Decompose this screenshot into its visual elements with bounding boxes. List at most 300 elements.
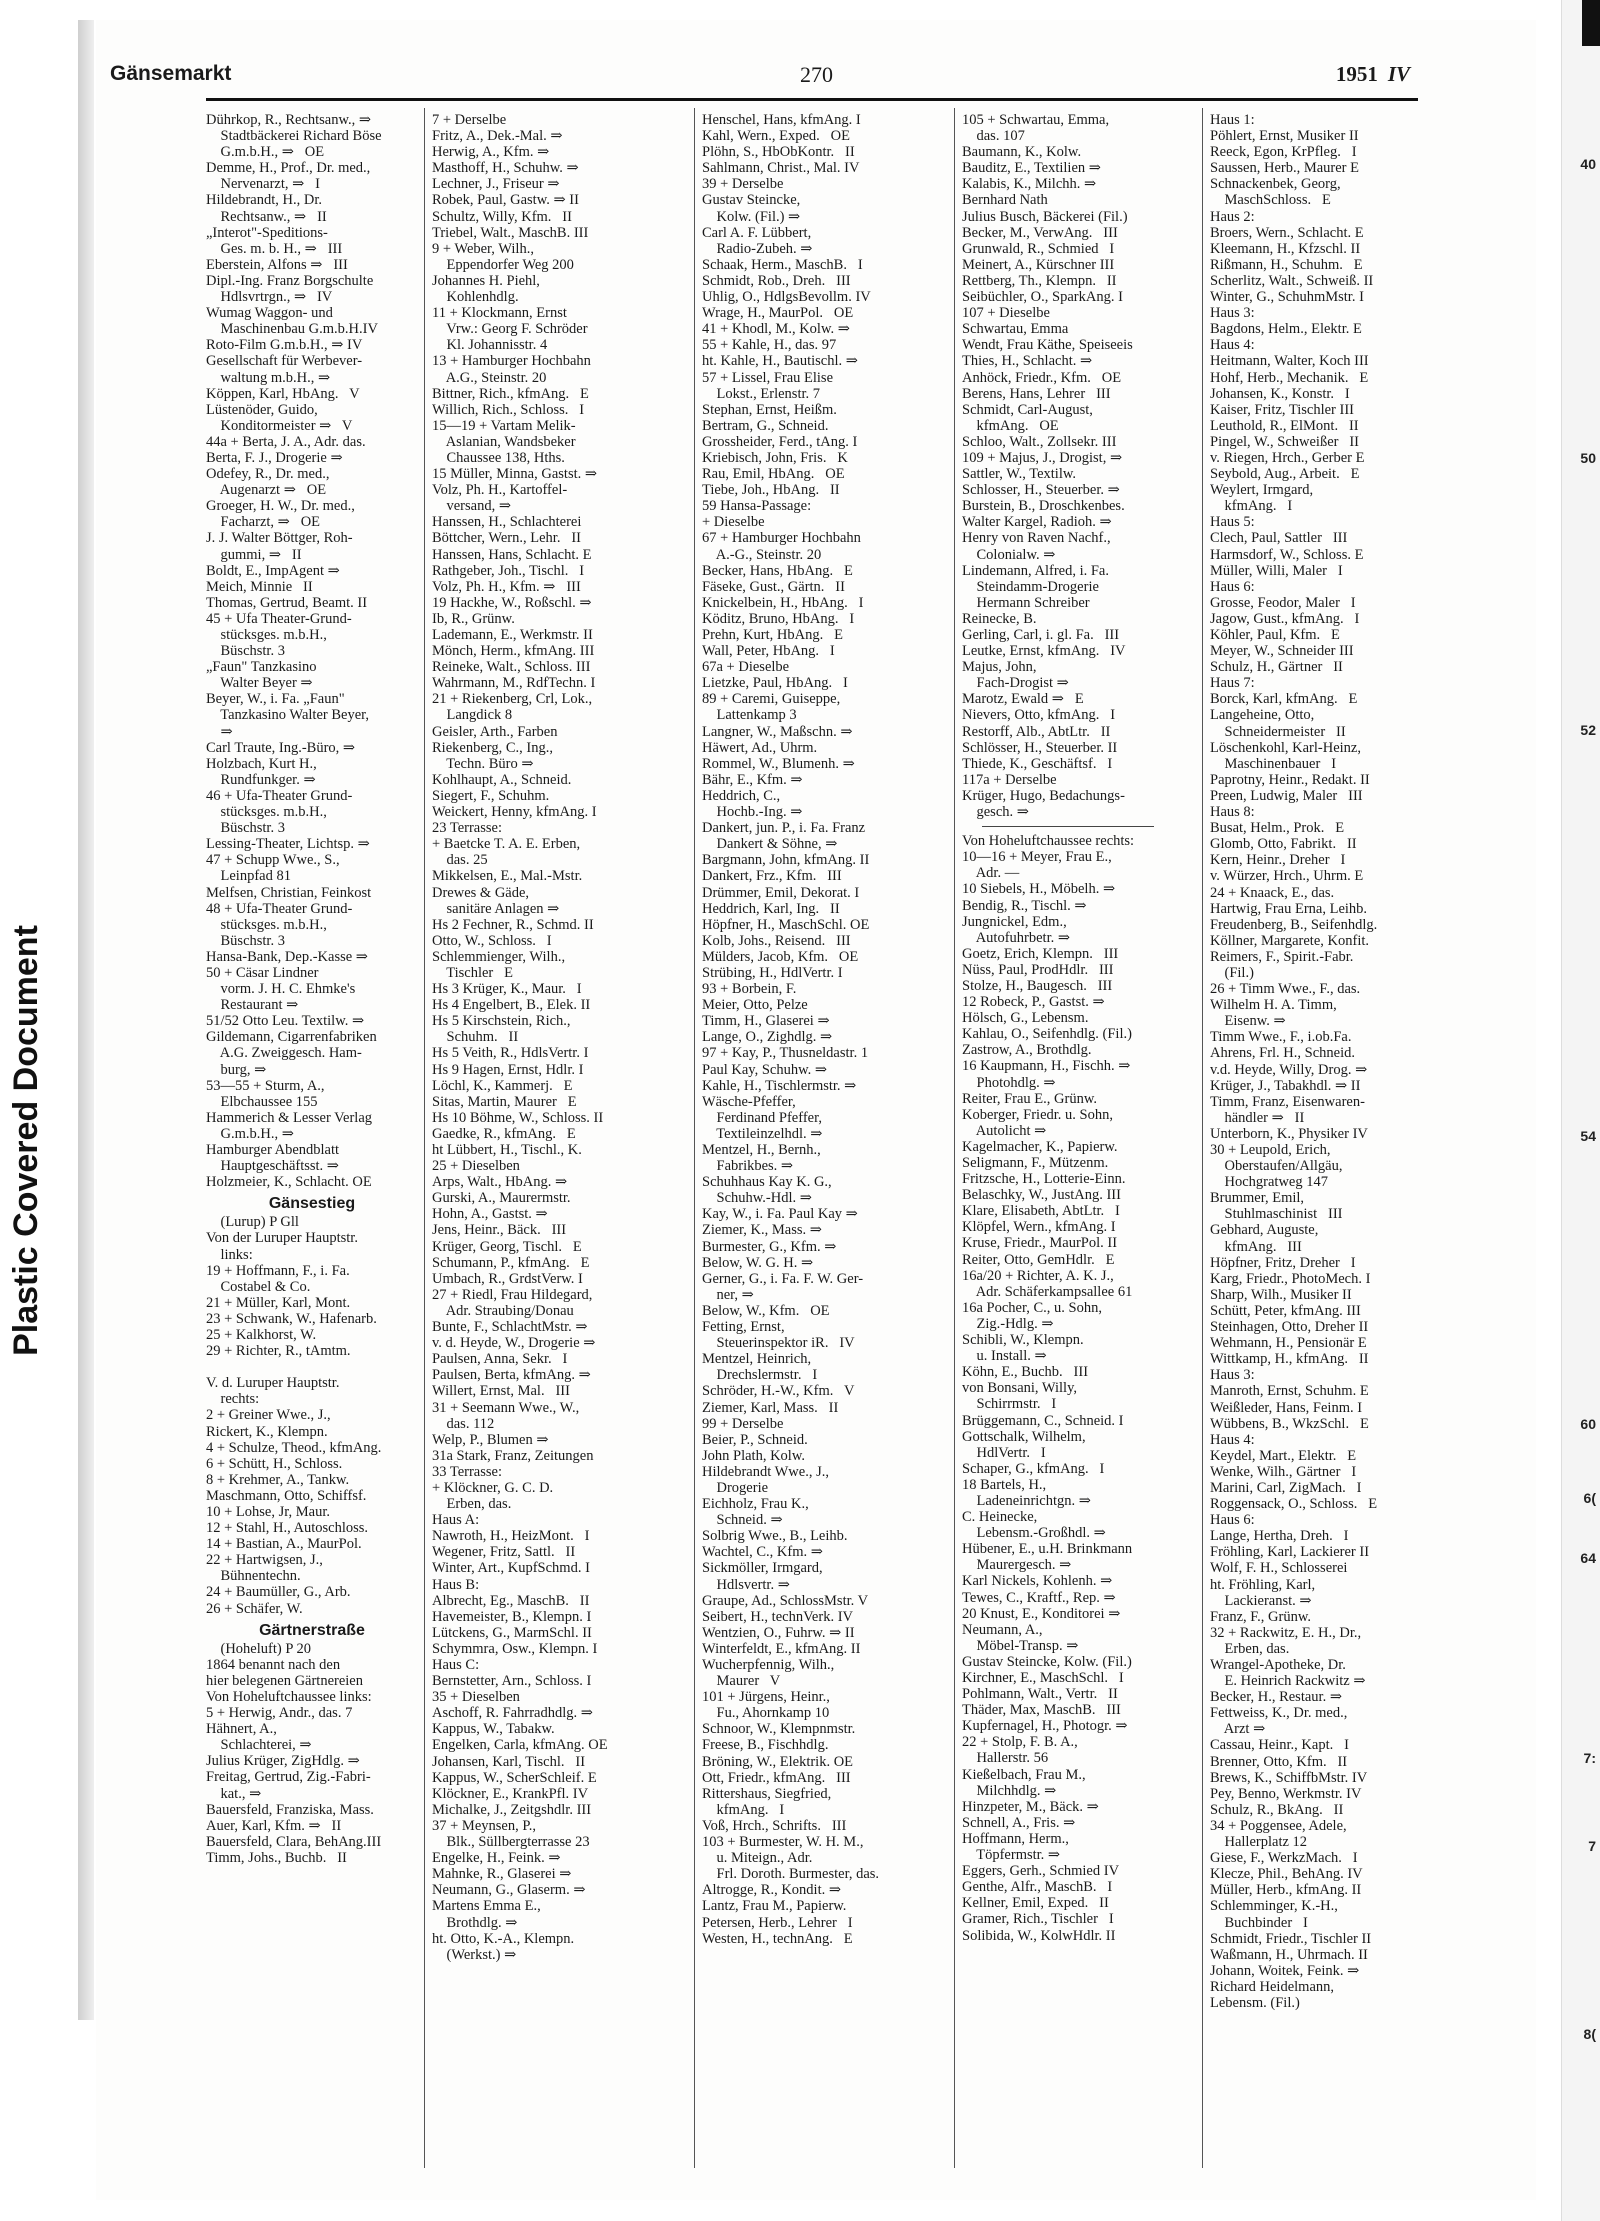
directory-entry-line: 12 + Stahl, H., Autoschloss.: [206, 1520, 369, 1537]
section-separator: [982, 826, 1154, 827]
directory-entry-line: Wall, Peter, HbAng. I: [702, 643, 835, 660]
directory-entry-line: Graupe, Ad., SchlossMstr. V: [702, 1592, 869, 1609]
directory-entry-line: Scherlitz, Walt., Schweiß. II: [1210, 272, 1374, 289]
directory-entry-line: Hs 10 Böhme, W., Schloss. II: [432, 1109, 604, 1126]
directory-entry-line: Schulz, H., Gärtner II: [1210, 659, 1343, 676]
directory-entry-line: 105 + Schwartau, Emma,: [962, 112, 1110, 128]
directory-entry-line: Becker, Hans, HbAng. E: [702, 562, 853, 579]
directory-entry-line: Pohlmann, Walt., Vertr. II: [962, 1686, 1118, 1703]
directory-entry-line: Rißmann, H., Schuhm. E: [1210, 256, 1363, 273]
directory-entry-line: Kay, W., i. Fa. Paul Kay ⇒: [702, 1206, 858, 1223]
directory-entry-line: 16 Kaupmann, H., Fischh. ⇒: [962, 1058, 1131, 1075]
directory-entry-line: Harmsdorf, W., Schloss. E: [1210, 546, 1364, 563]
directory-entry-line: Sharp, Wilh., Musiker II: [1210, 1286, 1352, 1303]
directory-entry-line: Gottschalk, Wilhelm,: [962, 1428, 1086, 1445]
directory-entry-line: Lessing-Theater, Lichtsp. ⇒: [206, 836, 370, 853]
directory-entry-line: Haus 6:: [1210, 578, 1255, 595]
directory-entry-line: Hohf, Herb., Mechanik. E: [1210, 369, 1369, 386]
directory-entry-line: Langeheine, Otto,: [1210, 707, 1315, 724]
directory-entry-line: das. 112: [432, 1415, 495, 1432]
directory-entry-line: Westen, H., technAng. E: [702, 1930, 853, 1947]
directory-entry-line: Koberger, Friedr. u. Sohn,: [962, 1106, 1113, 1123]
directory-entry-line: Weylert, Irmgard,: [1210, 482, 1314, 499]
directory-entry-line: gesch. ⇒: [962, 804, 1029, 821]
directory-entry-line: Bendig, R., Tischl. ⇒: [962, 897, 1087, 914]
directory-entry-line: 117a + Derselbe: [962, 771, 1057, 788]
edge-number: 50: [1580, 450, 1596, 466]
directory-entry-line: Radio-Zubeh. ⇒: [702, 240, 813, 257]
directory-entry-line: Otto, W., Schloss. I: [432, 932, 552, 949]
directory-entry-line: Ahrens, Frl. H., Schneid.: [1210, 1045, 1355, 1062]
directory-entry-line: V. d. Luruper Hauptstr.: [206, 1375, 340, 1392]
directory-entry-line: Köppen, Karl, HbAng. V: [206, 385, 360, 402]
directory-entry-line: Bernhard Nath: [962, 192, 1048, 209]
directory-entry-line: Carl A. F. Lübbert,: [702, 224, 812, 241]
right-edge-strip: [1561, 0, 1600, 2221]
directory-entry-line: Von Hoheluftchaussee rechts:: [962, 833, 1135, 850]
edge-number: 8(: [1583, 2026, 1596, 2042]
directory-entry-line: Winter, G., SchuhmMstr. I: [1210, 289, 1364, 306]
directory-entry-line: Waßmann, H., Uhrmach. II: [1210, 1946, 1368, 1963]
directory-entry-line: Beier, P., Schneid.: [702, 1431, 808, 1448]
directory-entry-line: Langdick 8: [432, 707, 513, 724]
directory-entry-line: Busat, Helm., Prok. E: [1210, 820, 1345, 837]
directory-entry-line: Holzmeier, K., Schlacht. OE: [206, 1174, 372, 1191]
year: 1951: [1335, 62, 1378, 86]
directory-entry-line: 22 + Hartwigsen, J.,: [206, 1552, 323, 1569]
directory-entry-line: das. 107: [962, 128, 1025, 145]
directory-entry-line: gummi, ⇒ II: [206, 546, 302, 563]
directory-entry-line: Lokst., Erlenstr. 7: [702, 385, 821, 402]
directory-entry-line: Drewes & Gäde,: [432, 884, 530, 901]
directory-entry-line: Von Hoheluftchaussee links:: [206, 1689, 372, 1705]
directory-entry-line: Grunwald, R., Schmied I: [962, 240, 1115, 257]
directory-entry-line: 24 + Baumüller, G., Arb.: [206, 1584, 351, 1601]
directory-entry-line: Vrw.: Georg F. Schröder: [432, 321, 588, 338]
directory-entry-line: Drogerie: [702, 1479, 769, 1496]
directory-entry-line: Bernstetter, Arn., Schloss. I: [432, 1673, 592, 1690]
directory-entry-line: Nievers, Otto, kfmAng. I: [962, 707, 1116, 724]
directory-entry-line: Brummer, Emil,: [1210, 1190, 1305, 1207]
directory-entry-line: Timm, H., Glaserei ⇒: [702, 1013, 830, 1030]
directory-entry-line: Costabel & Co.: [206, 1278, 311, 1295]
directory-entry-line: Wäsche-Pfeffer,: [702, 1093, 796, 1110]
directory-entry-line: u. Miteign., Adr.: [702, 1850, 813, 1867]
directory-entry-line: Stuhlmaschinist III: [1210, 1206, 1343, 1223]
directory-entry-line: Fäseke, Gust., Gärtn. II: [702, 578, 845, 595]
directory-entry-line: Schumann, P., kfmAng. E: [432, 1254, 590, 1271]
directory-entry-line: Hs 5 Veith, R., HdlsVertr. I: [432, 1045, 589, 1062]
directory-entry-line: 10—16 + Meyer, Frau E.,: [962, 849, 1112, 866]
directory-entry-line: Lackieranst. ⇒: [1210, 1592, 1312, 1609]
column-divider: [954, 108, 955, 2168]
directory-entry-line: MaschSchloss. E: [1210, 192, 1331, 209]
directory-entry-line: Preen, Ludwig, Maler III: [1210, 787, 1363, 804]
directory-entry-line: Von der Luruper Hauptstr.: [206, 1230, 358, 1247]
directory-entry-line: Schloo, Walt., Zollsekr. III: [962, 433, 1117, 450]
directory-entry-line: Hochb.-Ing. ⇒: [702, 804, 803, 821]
directory-entry-line: Adr. Schäferkampsallee 61: [962, 1283, 1133, 1300]
directory-entry-line: 16a Pocher, C., u. Sohn,: [962, 1299, 1102, 1316]
directory-entry-line: 47 + Schupp Wwe., S.,: [206, 852, 340, 869]
directory-entry-line: A.G., Steinstr. 20: [432, 369, 547, 386]
directory-entry-line: Martens Emma E.,: [432, 1898, 541, 1915]
directory-entry-line: Albrecht, Eg., MaschB. II: [432, 1592, 590, 1609]
directory-entry-line: Julius Busch, Bäckerei (Fil.): [962, 208, 1128, 225]
directory-entry-line: Mahnke, R., Glaserei ⇒: [432, 1866, 572, 1883]
directory-entry-line: Büschstr. 3: [206, 932, 285, 949]
directory-entry-line: Burmester, G., Kfm. ⇒: [702, 1238, 837, 1255]
directory-entry-line: Dankert & Söhne, ⇒: [702, 836, 838, 853]
directory-entry-line: Engelke, H., Feink. ⇒: [432, 1850, 561, 1867]
directory-entry-line: Wittkamp, H., kfmAng. II: [1210, 1351, 1369, 1368]
directory-entry-line: Hähnert, A.,: [206, 1721, 277, 1738]
directory-entry-line: Engelken, Carla, kfmAng. OE: [432, 1737, 608, 1754]
directory-entry-line: Schulz, R., BkAng. II: [1210, 1801, 1344, 1818]
directory-entry-line: Haus 3:: [1210, 1367, 1255, 1384]
directory-entry-line: Kappus, W., Tabakw.: [432, 1721, 555, 1738]
directory-entry-line: Schaak, Herm., MaschB. I: [702, 256, 863, 273]
directory-entry-line: Buchbinder I: [1210, 1914, 1308, 1931]
directory-entry-line: Drümmer, Emil, Dekorat. I: [702, 884, 860, 901]
directory-entry-line: Umbach, R., GrdstVerw. I: [432, 1270, 583, 1287]
directory-entry-line: Wucherpfennig, Wilh.,: [702, 1657, 835, 1673]
directory-entry-line: Robek, Paul, Gastw. ⇒ II: [432, 192, 579, 209]
directory-entry-line: Leuthold, R., ElMont. II: [1210, 417, 1359, 434]
directory-entry-line: 1864 benannt nach den: [206, 1656, 341, 1673]
directory-entry-line: 10 Siebels, H., Möbelh. ⇒: [962, 881, 1116, 898]
directory-column-5: [1210, 112, 1422, 2011]
directory-entry-line: 31 + Seemann Wwe., W.,: [432, 1399, 580, 1416]
directory-entry-line: Lantz, Frau M., Papierw.: [702, 1898, 847, 1915]
directory-entry-line: Augenarzt ⇒ OE: [206, 482, 327, 499]
year-volume: [1336, 62, 1410, 87]
directory-entry-line: Pey, Benno, Werkmstr. IV: [1210, 1785, 1362, 1802]
directory-entry-line: Neumann, G., Glaserm. ⇒: [432, 1882, 586, 1899]
directory-entry-line: Kolw. (Fil.) ⇒: [702, 208, 801, 225]
directory-entry-line: Kahlau, O., Seifenhdlg. (Fil.): [962, 1026, 1132, 1043]
directory-entry-line: kfmAng. I: [702, 1801, 785, 1818]
directory-entry-line: Ferdinand Pfeffer,: [702, 1109, 822, 1126]
directory-entry-line: A.-G., Steinstr. 20: [702, 546, 822, 563]
directory-entry-line: Köhn, E., Buchb. III: [962, 1364, 1089, 1381]
directory-entry-line: ht. Otto, K.-A., Klempn.: [432, 1930, 575, 1947]
edge-number: 60: [1580, 1416, 1596, 1432]
directory-entry-line: Haus B:: [432, 1576, 480, 1593]
directory-entry-line: Riekenberg, C., Ing.,: [432, 739, 553, 756]
directory-entry-line: Ott, Friedr., kfmAng. III: [702, 1769, 851, 1786]
directory-entry-line: (Lurup) P Gll: [206, 1214, 299, 1231]
directory-entry-line: Wentzien, O., Fuhrw. ⇒ II: [702, 1624, 855, 1641]
directory-entry-line: Schnoor, W., Klempnmstr.: [702, 1721, 856, 1738]
directory-entry-line: + Klöckner, G. C. D.: [432, 1479, 554, 1496]
directory-entry-line: Kaiser, Fritz, Tischler III: [1210, 401, 1354, 418]
directory-entry-line: Melfsen, Christian, Feinkost: [206, 884, 372, 901]
directory-entry-line: Bittner, Rich., kfmAng. E: [432, 385, 589, 402]
directory-entry-line: Erben, das.: [432, 1496, 512, 1513]
directory-entry-line: Stadtbäckerei Richard Böse: [206, 128, 382, 145]
directory-entry-line: Hochgratweg 147: [1210, 1174, 1328, 1191]
directory-entry-line: Berta, F. J., Drogerie ⇒: [206, 449, 343, 466]
directory-entry-line: Steuerinspektor iR. IV: [702, 1335, 855, 1352]
directory-entry-line: 46 + Ufa-Theater Grund-: [206, 787, 353, 804]
directory-entry-line: Kellner, Emil, Exped. II: [962, 1895, 1109, 1912]
directory-entry-line: Schnell, A., Fris. ⇒: [962, 1814, 1076, 1831]
directory-entry-line: 31a Stark, Franz, Zeitungen: [432, 1447, 594, 1464]
directory-entry-line: 7 + Derselbe: [432, 112, 507, 128]
directory-entry-line: John Plath, Kolw.: [702, 1447, 805, 1464]
directory-entry-line: Schmidt, Rob., Dreh. III: [702, 272, 851, 289]
directory-entry-line: 109 + Majus, J., Drogist, ⇒: [962, 449, 1123, 466]
directory-entry-line: 16a/20 + Richter, A. K. J.,: [962, 1267, 1114, 1284]
directory-entry-line: 44a + Berta, J. A., Adr. das.: [206, 433, 366, 450]
directory-entry-line: Brothdlg. ⇒: [432, 1914, 518, 1931]
directory-entry-line: 57 + Lissel, Frau Elise: [702, 369, 834, 386]
directory-entry-line: Meier, Otto, Pelze: [702, 997, 808, 1014]
directory-entry-line: händler ⇒ II: [1210, 1109, 1305, 1126]
directory-entry-line: 8 + Krehmer, A., Tankw.: [206, 1471, 350, 1488]
directory-entry-line: Beyer, W., i. Fa. „Faun": [206, 691, 345, 708]
directory-entry-line: Solibida, W., KolwHdlr. II: [962, 1927, 1116, 1944]
edge-number: 40: [1580, 156, 1596, 172]
directory-entry-line: Fabrikbes. ⇒: [702, 1158, 794, 1175]
directory-entry-line: Hs 4 Engelbert, B., Elek. II: [432, 997, 591, 1014]
directory-entry-line: Wegener, Fritz, Sattl. II: [432, 1544, 576, 1561]
directory-column-1: [206, 112, 418, 1866]
directory-entry-line: Nawroth, H., HeizMont. I: [432, 1528, 590, 1545]
directory-entry-line: Jungnickel, Edm.,: [962, 913, 1067, 930]
directory-entry-line: Winter, Art., KupfSchmd. I: [432, 1560, 590, 1577]
directory-entry-line: Bröning, W., Elektrik. OE: [702, 1753, 854, 1770]
directory-entry-line: Hauptgeschäftsst. ⇒: [206, 1158, 339, 1175]
directory-entry-line: Reiter, Frau E., Grünw.: [962, 1090, 1097, 1107]
directory-entry-line: Ziemer, Karl, Mass. II: [702, 1399, 839, 1416]
directory-entry-line: Kappus, W., ScherSchleif. E: [432, 1769, 597, 1786]
directory-entry-line: Thies, H., Schlacht. ⇒: [962, 353, 1093, 370]
directory-entry-line: v. d. Heyde, W., Drogerie ⇒: [432, 1335, 596, 1352]
directory-entry-line: Maurergesch. ⇒: [962, 1557, 1072, 1574]
directory-entry-line: (Fil.): [1210, 964, 1254, 981]
directory-entry-line: Baumann, K., Kolw.: [962, 144, 1082, 161]
directory-entry-line: Jagow, Gust., kfmAng. I: [1210, 610, 1360, 627]
directory-entry-line: Hansa-Bank, Dep.-Kasse ⇒: [206, 948, 368, 965]
directory-entry-line: Gurski, A., Maurermstr.: [432, 1190, 571, 1207]
directory-entry-line: Gerner, G., i. Fa. F. W. Ger-: [702, 1270, 864, 1287]
directory-entry-line: Hartwig, Frau Erna, Leihb.: [1210, 900, 1368, 917]
directory-entry-line: Below, W. G. H. ⇒: [702, 1254, 814, 1271]
directory-entry-line: Höpfner, Fritz, Dreher I: [1210, 1254, 1356, 1271]
directory-entry-line: 30 + Leupold, Erich,: [1210, 1142, 1331, 1158]
directory-entry-line: Neumann, A.,: [962, 1621, 1043, 1638]
directory-entry-line: Seibüchler, O., SparkAng. I: [962, 289, 1123, 306]
directory-entry-line: Klecze, Phil., BehAng. IV: [1210, 1866, 1363, 1883]
directory-entry-line: Rittershaus, Siegfried,: [702, 1785, 832, 1802]
directory-entry-line: Altrogge, R., Kondit. ⇒: [702, 1882, 842, 1899]
directory-entry-line: stücksges. m.b.H.,: [206, 916, 327, 933]
directory-entry-line: Groeger, H. W., Dr. med.,: [206, 498, 355, 515]
directory-entry-line: Timm, Johs., Buchb. II: [206, 1849, 347, 1866]
directory-entry-line: 6 + Schütt, H., Schloss.: [206, 1455, 343, 1472]
directory-entry-line: Kagelmacher, K., Papierw.: [962, 1138, 1118, 1155]
directory-entry-line: Schwartau, Emma: [962, 321, 1069, 338]
directory-entry-line: Kern, Heinr., Dreher I: [1210, 852, 1346, 869]
directory-entry-line: Köhler, Paul, Kfm. E: [1210, 627, 1340, 643]
directory-entry-line: Hoffmann, Herm.,: [962, 1830, 1069, 1847]
directory-entry-line: Reimers, F., Spirit.-Fabr.: [1210, 948, 1354, 965]
directory-entry-line: kat., ⇒: [206, 1785, 262, 1802]
directory-entry-line: Paprotny, Heinr., Redakt. II: [1210, 771, 1370, 788]
directory-entry-line: Krüger, J., Tabakhdl. ⇒ II: [1210, 1077, 1361, 1094]
directory-entry-line: Hildebrandt, H., Dr.: [206, 192, 322, 209]
directory-entry-line: Kolb, Johs., Reisend. III: [702, 932, 851, 949]
directory-entry-line: Odefey, R., Dr. med.,: [206, 466, 330, 483]
directory-entry-line: Erben, das.: [1210, 1640, 1290, 1657]
directory-entry-line: Kruse, Friedr., MaurPol. II: [962, 1235, 1118, 1252]
directory-entry-line: Majus, John,: [962, 659, 1037, 676]
directory-entry-line: 35 + Dieselben: [432, 1689, 520, 1706]
directory-entry-line: v. Würzer, Hrch., Uhrm. E: [1210, 868, 1364, 885]
directory-entry-line: 5 + Herwig, Andr., das. 7: [206, 1705, 353, 1722]
directory-entry-line: 33 Terrasse:: [432, 1463, 502, 1480]
directory-entry-line: Haus 1:: [1210, 112, 1255, 128]
directory-entry-line: Dankert, Frz., Kfm. III: [702, 868, 842, 885]
directory-entry-line: Reinecke, B.: [962, 610, 1037, 627]
directory-entry-line: 103 + Burmester, W. H. M.,: [702, 1834, 864, 1851]
directory-entry-line: Pöhlert, Ernst, Musiker II: [1210, 128, 1359, 145]
directory-entry-line: Sattler, W., Textilw.: [962, 466, 1076, 483]
directory-entry-line: 59 Hansa-Passage:: [702, 498, 812, 515]
directory-entry-line: Dankert, jun. P., i. Fa. Franz: [702, 820, 866, 837]
directory-entry-line: Freitag, Gertrud, Zig.-Fabri-: [206, 1769, 371, 1786]
directory-entry-line: Berens, Hans, Lehrer III: [962, 385, 1111, 402]
directory-entry-line: Anhöck, Friedr., Kfm. OE: [962, 369, 1122, 386]
directory-entry-line: stücksges. m.b.H.,: [206, 804, 327, 821]
directory-entry-line: 14 + Bastian, A., MaurPol.: [206, 1536, 362, 1553]
directory-entry-line: Heddrich, C.,: [702, 787, 781, 804]
directory-entry-line: 93 + Borbein, F.: [702, 981, 797, 998]
directory-entry-line: Hdlsvrtrgn., ⇒ IV: [206, 289, 333, 306]
directory-entry-line: 29 + Richter, R., tAmtm.: [206, 1343, 351, 1360]
directory-entry-line: Hamburger Abendblatt: [206, 1142, 340, 1158]
directory-entry-line: Grosse, Feodor, Maler I: [1210, 594, 1356, 611]
directory-entry-line: 25 + Kalkhorst, W.: [206, 1327, 317, 1344]
directory-entry-line: Gesellschaft für Werbever-: [206, 353, 363, 370]
directory-entry-line: Eisenw. ⇒: [1210, 1013, 1286, 1030]
directory-entry-line: Burstein, B., Droschkenbes.: [962, 498, 1125, 515]
directory-entry-line: Grossheider, Ferd., tAng. I: [702, 433, 858, 450]
directory-entry-line: Fu., Ahornkamp 10: [702, 1705, 830, 1722]
directory-entry-line: Broers, Wern., Schlacht. E: [1210, 224, 1364, 241]
directory-entry-line: Fettweiss, K., Dr. med.,: [1210, 1705, 1348, 1722]
directory-entry-line: „Interot"-Speditions-: [206, 224, 328, 241]
directory-entry-line: Lietzke, Paul, HbAng. I: [702, 675, 848, 692]
column-divider: [1202, 108, 1203, 2168]
directory-entry-line: Colonialw. ⇒: [962, 546, 1056, 563]
directory-entry-line: Walter Beyer ⇒: [206, 675, 313, 692]
directory-entry-line: rechts:: [206, 1391, 260, 1408]
directory-entry-line: Hanssen, Hans, Schlacht. E: [432, 546, 592, 563]
street-section-heading: Gänsestieg: [268, 1195, 356, 1213]
directory-entry-line: Schaper, G., kfmAng. I: [962, 1460, 1105, 1477]
directory-entry-line: Haus 4:: [1210, 337, 1255, 354]
directory-entry-line: Müller, Willi, Maler I: [1210, 562, 1343, 579]
directory-entry-line: 15 Müller, Minna, Gastst. ⇒: [432, 466, 598, 483]
directory-entry-line: Lattenkamp 3: [702, 707, 797, 724]
directory-entry-line: ner, ⇒: [702, 1286, 754, 1303]
directory-entry-line: Löchl, K., Kammerj. E: [432, 1077, 573, 1094]
directory-entry-line: Zig.-Hdlg. ⇒: [962, 1315, 1054, 1332]
directory-entry-line: Fritz, A., Dek.-Mal. ⇒: [432, 128, 563, 145]
directory-entry-line: Wahrmann, M., RdfTechn. I: [432, 675, 596, 692]
directory-entry-line: Prehn, Kurt, HbAng. E: [702, 627, 843, 643]
edge-number: 54: [1580, 1128, 1596, 1144]
directory-entry-line: Schnackenbek, Georg,: [1210, 176, 1341, 193]
directory-entry-line: 11 + Klockmann, Ernst: [432, 305, 567, 322]
directory-entry-line: Leutke, Ernst, kfmAng. IV: [962, 643, 1126, 660]
directory-entry-line: das. 25: [432, 852, 488, 869]
directory-entry-line: A.G. Zweiggesch. Ham-: [206, 1045, 362, 1062]
directory-entry-line: Bähr, E., Kfm. ⇒: [702, 771, 803, 788]
directory-entry-line: Mentzel, Heinrich,: [702, 1351, 812, 1368]
directory-entry-line: Fritzsche, H., Lotterie-Einn.: [962, 1171, 1126, 1188]
directory-entry-line: Schultz, Willy, Kfm. II: [432, 208, 572, 225]
directory-entry-line: v.d. Heyde, Willy, Drog. ⇒: [1210, 1061, 1368, 1078]
directory-entry-line: G.m.b.H., ⇒: [206, 1125, 294, 1142]
directory-entry-line: Thäder, Max, MaschB. III: [962, 1702, 1121, 1719]
directory-entry-line: Rundfunkger. ⇒: [206, 771, 316, 788]
directory-entry-line: Kirchner, E., MaschSchl. I: [962, 1670, 1124, 1686]
directory-entry-line: Freudenberg, B., Seifenhdlg.: [1210, 916, 1378, 933]
directory-entry-line: 26 + Timm Wwe., F., das.: [1210, 981, 1361, 998]
directory-entry-line: 53—55 + Sturm, A.,: [206, 1077, 325, 1094]
header-rule: [206, 98, 1418, 101]
directory-entry-line: Rettberg, Th., Klempn. II: [962, 272, 1117, 289]
directory-entry-line: Zastrow, A., Brothdlg.: [962, 1042, 1092, 1059]
directory-entry-line: Timm Wwe., F., i.ob.Fa.: [1210, 1029, 1352, 1046]
directory-entry-line: Kl. Johannisstr. 4: [432, 337, 548, 354]
directory-entry-line: 12 Robeck, P., Gastst. ⇒: [962, 994, 1105, 1011]
directory-entry-line: Marini, Carl, ZigMach. I: [1210, 1479, 1362, 1496]
directory-entry-line: Brews, K., SchiffbMstr. IV: [1210, 1769, 1368, 1786]
directory-entry-line: Geisler, Arth., Farben: [432, 723, 558, 740]
directory-entry-line: Paulsen, Anna, Sekr. I: [432, 1351, 568, 1368]
edge-number: 7:: [1583, 1750, 1596, 1766]
directory-entry-line: Büschstr. 3: [206, 820, 285, 837]
directory-entry-line: Johann, Woitek, Feink. ⇒: [1210, 1962, 1360, 1979]
directory-entry-line: Marotz, Ewald ⇒ E: [962, 691, 1084, 708]
directory-entry-line: Kleemann, H., Kfzschl. II: [1210, 240, 1361, 257]
directory-entry-line: Bühnentechn.: [206, 1568, 301, 1585]
directory-entry-line: 26 + Schäfer, W.: [206, 1600, 303, 1617]
directory-entry-line: Adr. Straubing/Donau: [432, 1302, 574, 1319]
directory-entry-line: 19 Hackhe, W., Roßschl. ⇒: [432, 594, 592, 611]
page-number: 270: [800, 62, 833, 87]
directory-entry-line: Reineke, Walt., Schloss. III: [432, 659, 591, 676]
directory-entry-line: 21 + Riekenberg, Crl, Lok.,: [432, 691, 593, 708]
directory-entry-line: Möbel-Transp. ⇒: [962, 1637, 1079, 1654]
directory-entry-line: kfmAng. I: [1210, 498, 1293, 515]
directory-entry-line: u. Install. ⇒: [962, 1348, 1047, 1365]
directory-column-4: [962, 112, 1174, 1944]
directory-entry-line: Seligmann, F., Mützenm.: [962, 1155, 1109, 1171]
directory-entry-line: Maschinenbauer I: [1210, 755, 1337, 772]
volume: IV: [1387, 62, 1410, 86]
directory-entry-line: Seibert, H., technVerk. IV: [702, 1608, 853, 1625]
directory-entry-line: Rathgeber, Joh., Tischl. I: [432, 562, 585, 579]
directory-entry-line: Schlösser, H., Steuerber. II: [962, 739, 1118, 756]
directory-column-3: [702, 112, 914, 1947]
directory-entry-line: Lindemann, Alfred, i. Fa.: [962, 562, 1109, 579]
